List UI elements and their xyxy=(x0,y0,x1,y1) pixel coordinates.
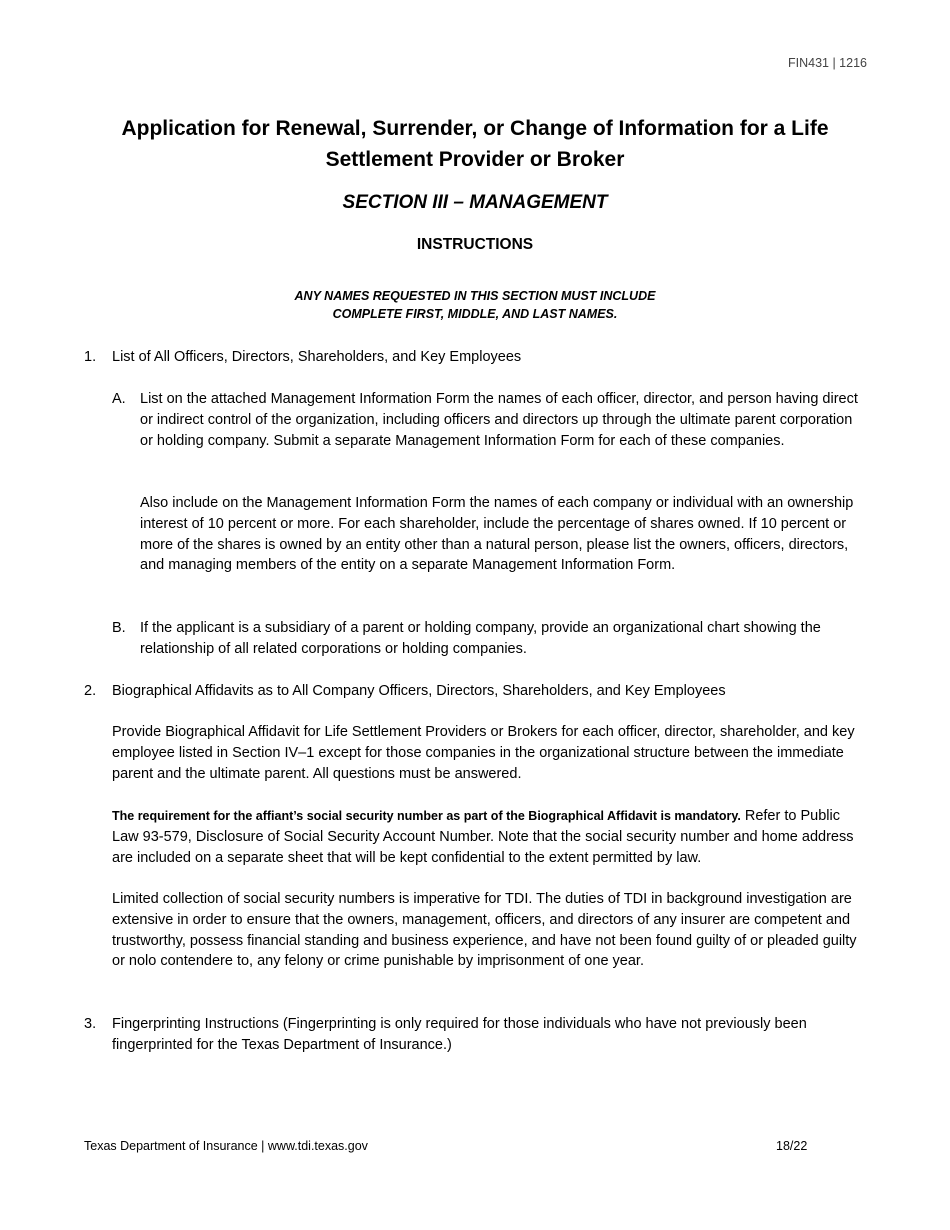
item-1-number: 1. xyxy=(84,349,97,365)
item-1a-para1: List on the attached Management Information Form the names of each officer, director, and person having direct or indirect control of the organization, including officers and directors up through the ultimate parent corporation or holding company. Submit a separate Management Information Form for each of these companies. xyxy=(140,391,858,449)
item-1a-letter: A. xyxy=(112,391,126,407)
item-2-para3: Limited collection of social security numbers is imperative for TDI. The duties of TDI in background investigation are extensive in order to ensure that the owners, management, officers, and directors of any insurer are competent and trustworthy, possess financial standing and business experience, and have not been found guilty of or pleaded guilty or nolo contendere to, any felony or crime punishable by imprisonment of one year. xyxy=(112,891,857,970)
item-1a-para2: Also include on the Management Information Form the names of each company or individual with an ownership interest of 10 percent or more. For each shareholder, include the percentage of shares owned. If 10 percent or more of the shares is owned by an entity other than a natural person, please list the owners, officers, directors, and managing members of the entity on a separate Management Information Form. xyxy=(140,495,854,574)
item-2-para1: Provide Biographical Affidavit for Life Settlement Providers or Brokers for each officer, director, shareholder, and key employee listed in Section IV–1 except for those companies in the organizational structure between the immediate parent and the ultimate parent. All questions must be answered. xyxy=(112,724,855,782)
item-2-number: 2. xyxy=(84,683,97,699)
item-1b-letter: B. xyxy=(112,620,126,636)
document-title: Application for Renewal, Surrender, or Change of Information for a Life Settlement Provider or Broker xyxy=(121,117,829,171)
section-heading: SECTION III – MANAGEMENT xyxy=(342,192,608,213)
names-notice-line1: ANY NAMES REQUESTED IN THIS SECTION MUST INCLUDE xyxy=(294,289,656,303)
item-1-heading: List of All Officers, Directors, Shareholders, and Key Employees xyxy=(112,349,522,365)
item-2-para2 xyxy=(112,806,868,868)
names-notice xyxy=(0,287,950,323)
footer-agency: Texas Department of Insurance | www.tdi.texas.gov xyxy=(84,1139,368,1153)
item-2-para2-bold: The requirement for the affiant’s social security number as part of the Biographical Affidavit is mandatory. xyxy=(112,809,741,823)
names-notice-line2: COMPLETE FIRST, MIDDLE, AND LAST NAMES. xyxy=(332,307,618,321)
form-id: FIN431 | 1216 xyxy=(788,56,867,70)
item-3-heading: Fingerprinting Instructions (Fingerprinting is only required for those individuals who have not previously been fingerprinted for the Texas Department of Insurance.) xyxy=(112,1016,807,1053)
footer-page-number: 18/22 xyxy=(776,1139,808,1153)
instructions-heading: INSTRUCTIONS xyxy=(416,236,534,253)
item-2-para2-rest: Refer to Public Law 93-579, Disclosure of Social Security Account Number. Note that the social security number and home address are included on a separate sheet that will be kept confidential to the extent permitted by law. xyxy=(112,808,854,866)
item-1b-para1: If the applicant is a subsidiary of a parent or holding company, provide an organizational chart showing the relationship of all related corporations or holding companies. xyxy=(140,620,821,657)
item-2-heading: Biographical Affidavits as to All Company Officers, Directors, Shareholders, and Key Employees xyxy=(112,683,726,699)
item-3-number: 3. xyxy=(84,1016,97,1032)
